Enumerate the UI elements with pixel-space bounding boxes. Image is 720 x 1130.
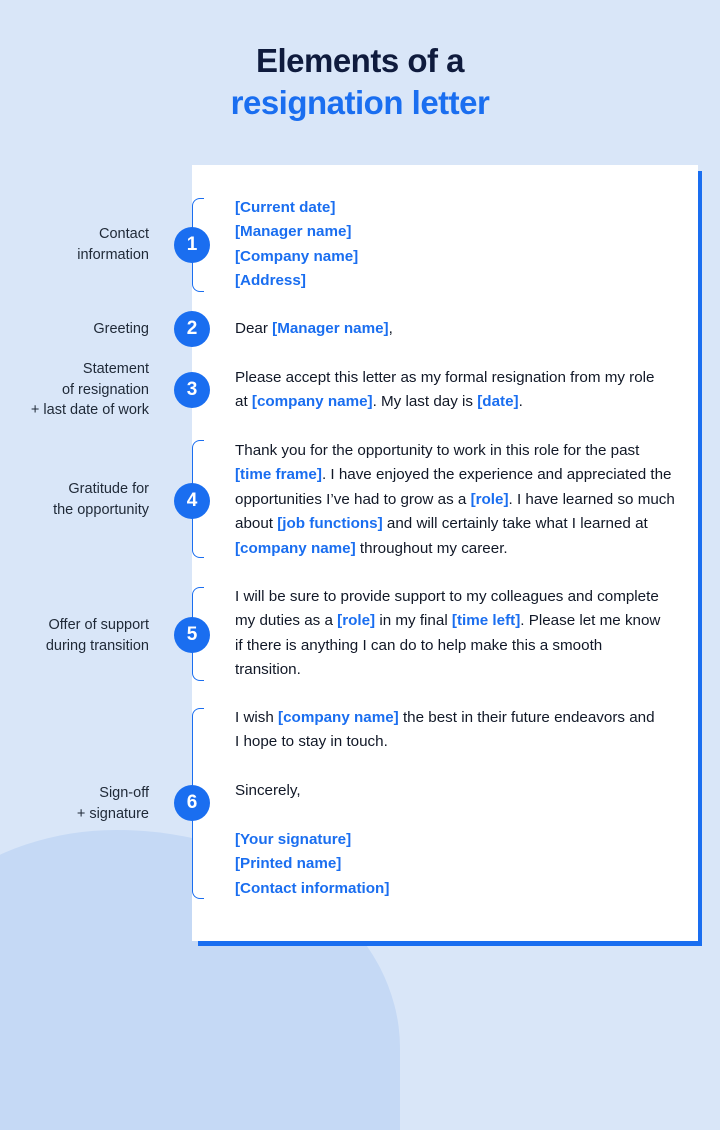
step-3-badge: 3 [174,372,210,408]
placeholder: [job functions] [277,515,383,533]
placeholder: [date] [477,393,519,411]
placeholder: [Contact information] [235,879,390,897]
text-run: Dear [235,320,273,337]
label-line: information [77,246,149,263]
label-line: of resignation [61,381,149,398]
label-line: Statement [82,361,149,377]
signoff-line: Sincerely, [235,782,301,799]
section-label-gratitude [0,479,149,520]
text-run: Please accept this letter as my formal resignation from my role at [235,369,655,411]
text-run: . [518,393,523,411]
label-line: Contact [99,226,149,242]
label-line: + signature [76,805,149,822]
text-run: in my final [375,612,452,630]
placeholder: [Manager name] [235,223,352,241]
placeholder: [Current date] [235,199,336,216]
placeholder: [Printed name] [235,855,342,873]
closing-paragraph [235,706,655,755]
placeholder: [Your signature] [235,831,352,848]
placeholder: [Address] [235,272,306,290]
label-line: Gratitude for [68,481,149,497]
label-line: the opportunity [53,501,149,518]
placeholder: [company name] [278,709,399,726]
placeholder: [Manager name] [272,320,389,337]
step-1-badge: 1 [174,227,210,263]
text-run: the best in their future endeavors and I hope to stay in touch. [235,709,655,751]
placeholder: [role] [337,612,376,630]
placeholder: [Company name] [235,247,359,265]
contact-block [235,196,675,294]
text-run: . Please let me know if there is anything I can do to help make this a smooth transition. [235,612,661,679]
gratitude-paragraph [235,439,675,561]
placeholder: [company name] [235,539,356,557]
step-4-badge: 4 [174,483,210,519]
page-title [0,40,720,124]
statement-paragraph [235,366,665,415]
section-label-greeting [0,319,149,340]
section-label-support [0,615,149,656]
text-run: and will certainly take what I learned at [382,515,648,533]
section-label-statement [0,359,149,421]
placeholder: [company name] [251,393,373,411]
label-line: Greeting [93,321,149,337]
label-line: during transition [45,637,149,654]
text-run: . I have learned so much about [235,490,675,533]
title-line-1: Elements of a [255,42,465,79]
step-2-badge: 2 [174,311,210,347]
label-line: + last date of work [30,402,149,418]
greeting-paragraph [235,317,675,341]
text-run: . I have enjoyed the experience and appreciated the opportunities I’ve had to grow as a [235,466,672,508]
title-line-2: resignation letter [230,84,490,121]
text-run: , [388,320,393,337]
placeholder: [time frame] [235,466,322,484]
support-paragraph [235,585,667,683]
text-run: I wish [235,709,279,726]
step-5-badge: 5 [174,617,210,653]
placeholder: [time left] [451,612,521,630]
section-label-signoff [0,783,149,824]
label-line: Sign-off [99,785,149,801]
text-run: Thank you for the opportunity to work in this role for the past [235,442,640,459]
signature-block [235,828,675,901]
label-line: Offer of support [48,617,149,633]
placeholder: [role] [470,490,509,508]
section-label-contact [0,224,149,265]
step-6-badge: 6 [174,785,210,821]
text-run: . My last day is [372,393,478,411]
text-run: I will be sure to provide support to my colleagues and complete my duties as a [235,588,659,630]
text-run: throughout my career. [355,539,508,557]
